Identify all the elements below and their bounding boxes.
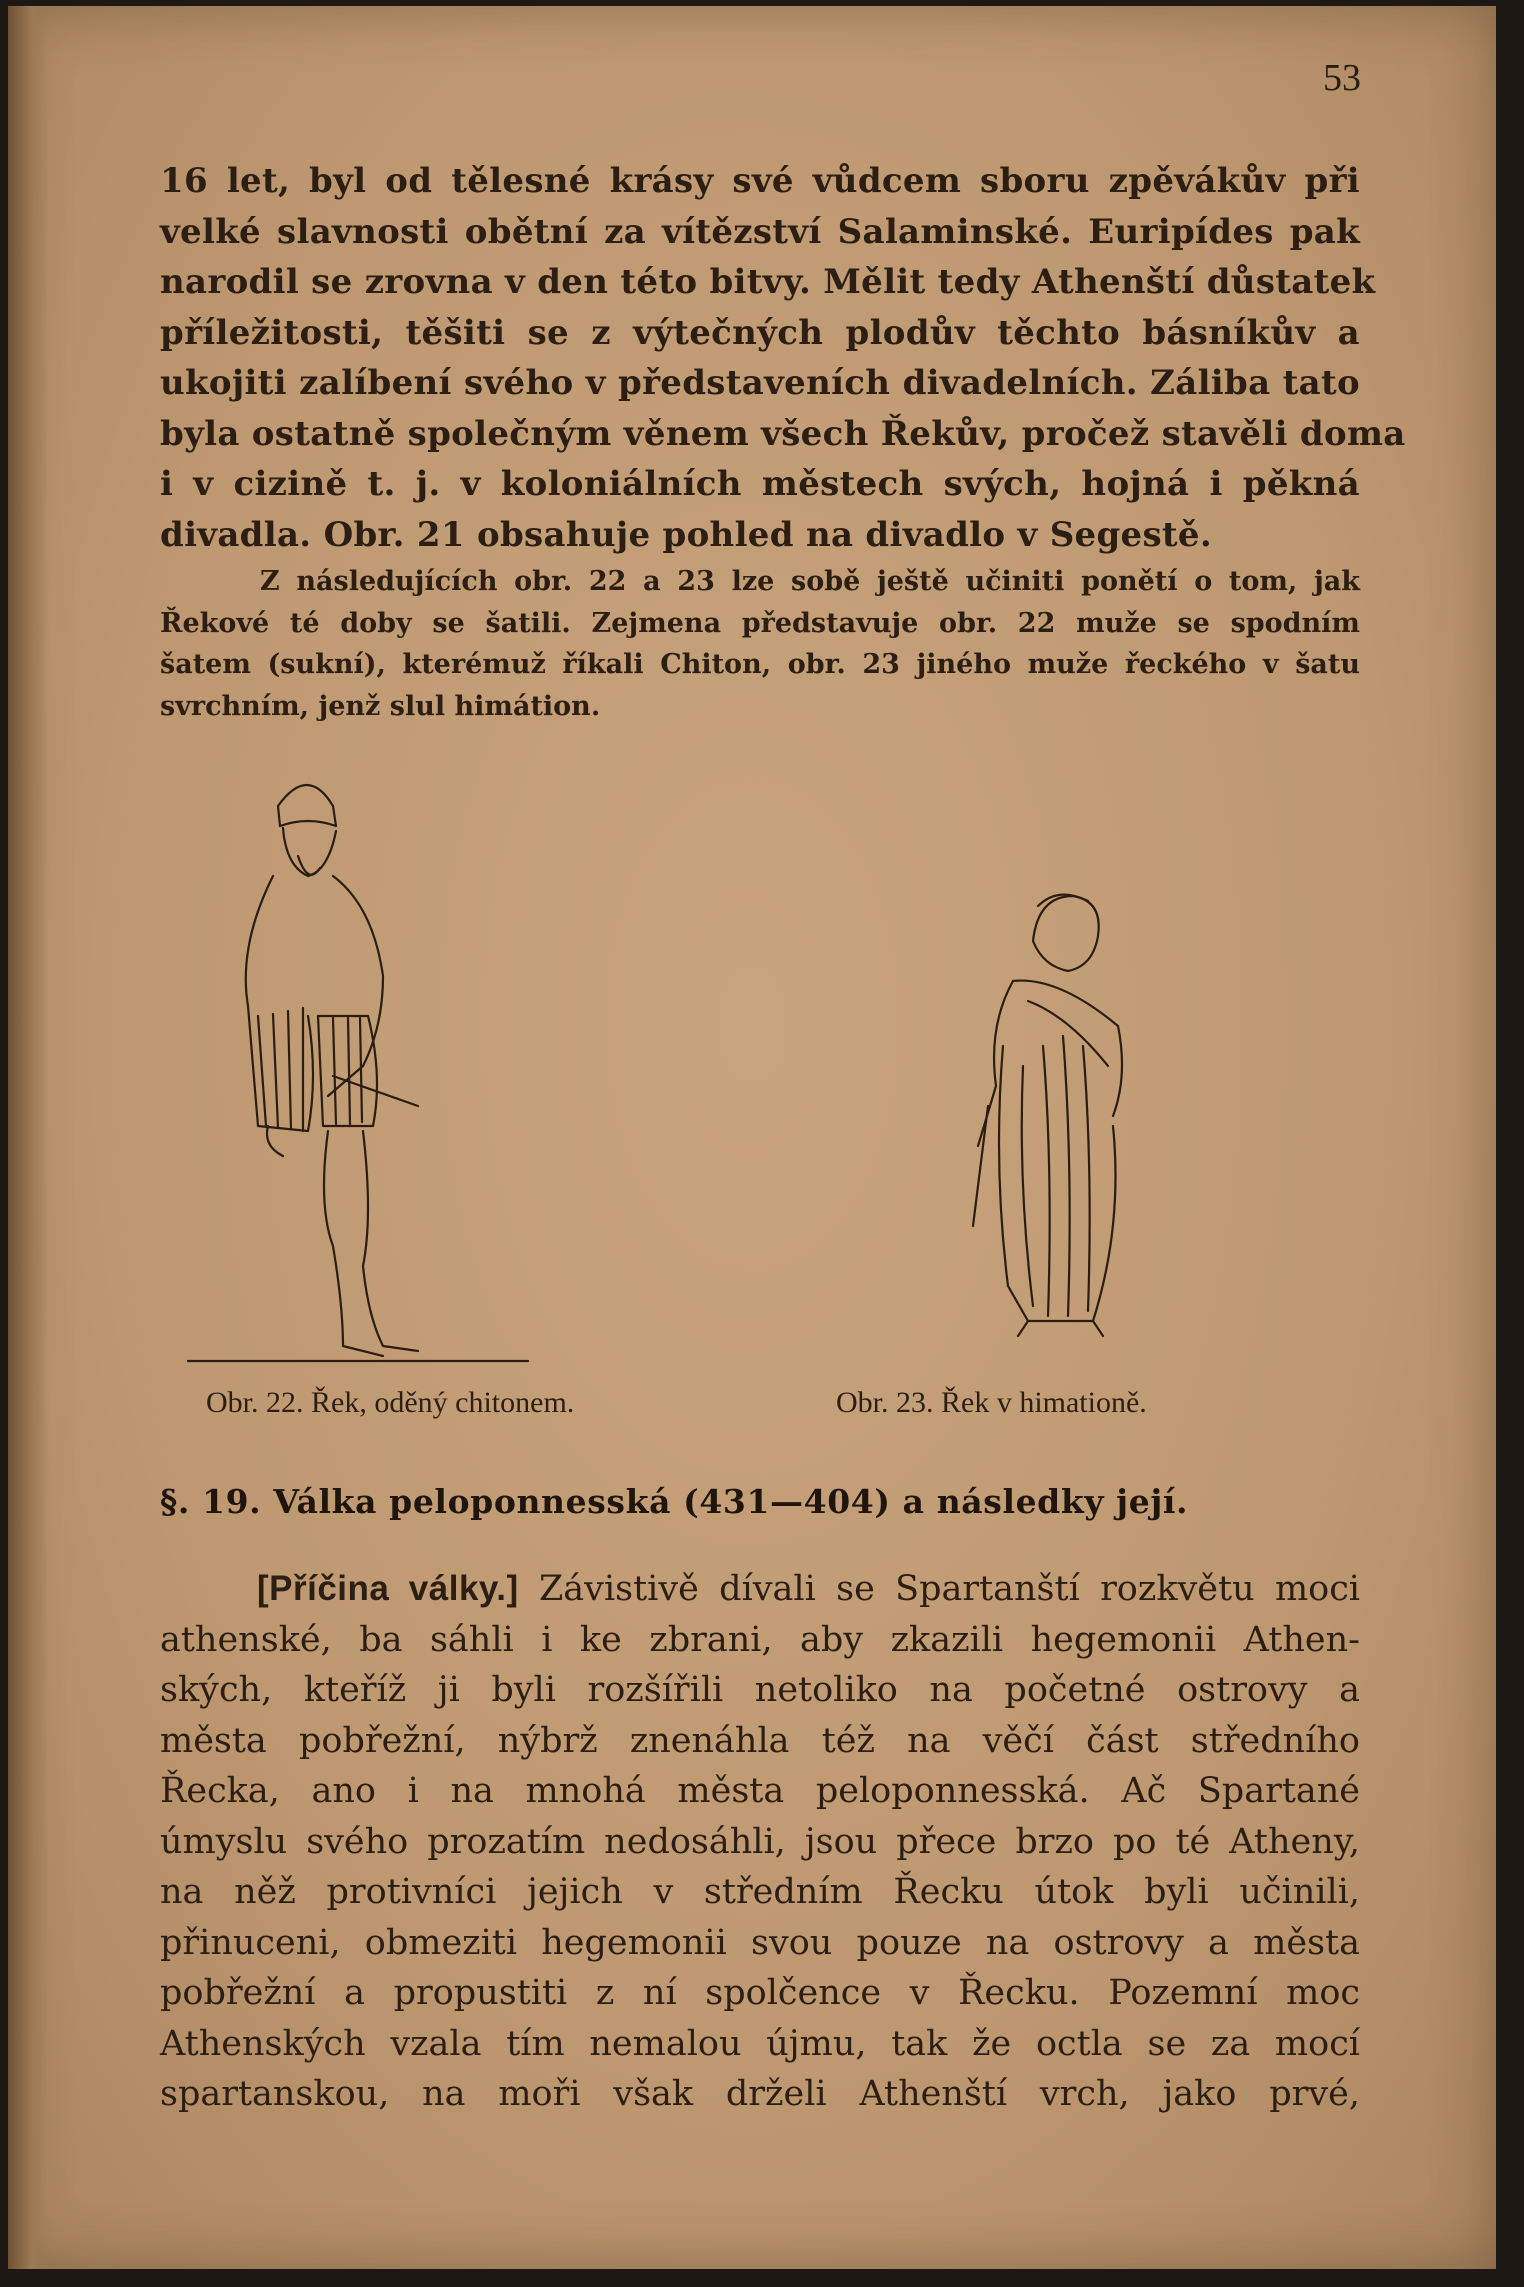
book-page: [8, 6, 1496, 2269]
section-heading: §. 19. Válka peloponnesská (431—404) a následky její.: [160, 1482, 1189, 1521]
text-line: [160, 1564, 1360, 1615]
text-line: narodil se zrovna v den této bitvy. Mělit tedy Athenští důstatek: [160, 262, 1376, 302]
text-line: divadla. Obr. 21 obsahuje pohled na divadlo v Segestě.: [160, 514, 1213, 555]
text-line: i v cizině t. j. v koloniálních městech svých, hojná i pěkná: [160, 464, 1360, 504]
text-line: přinuceni, obmeziti hegemonii svou pouze na ostrovy a města: [160, 1922, 1360, 1963]
text-line: ukojiti zalíbení svého v představeních divadelních. Záliba tato: [160, 363, 1360, 403]
paragraph-clothing: [160, 561, 1360, 727]
text-line: svrchním, jenž slul himátion.: [160, 690, 601, 722]
text-line: příležitosti, těšiti se z výtečných plodův těchto básníkův a: [160, 312, 1360, 353]
text-line: spartanskou, na moři však drželi Athenští vrch, jako prvé,: [160, 2074, 1360, 2114]
text-line: Řekové té doby se šatili. Zejmena představuje obr. 22 muže se spodním: [160, 607, 1360, 639]
page-gutter: [8, 6, 48, 2269]
figures-illustration: [158, 746, 1368, 1436]
text-line: šatem (sukní), kterémuž říkali Chiton, obr. 23 jiného muže řeckého v šatu: [160, 649, 1360, 680]
text-line: ských, kteříž ji byli rozšířili netoliko na početné ostrovy a: [160, 1670, 1360, 1710]
text-line: úmyslu svého prozatím nedosáhli, jsou přece brzo po té Atheny,: [160, 1821, 1360, 1862]
marginal-keyword: [Příčina války.]: [257, 1569, 519, 1608]
text-line: Athenských vzala tím nemalou újmu, tak že octla se za mocí: [160, 2023, 1360, 2064]
text-line: Řecka, ano i na mnohá města peloponnesská. Ač Spartané: [160, 1771, 1360, 1811]
paragraph-theatre: [160, 156, 1406, 560]
page-number: 53: [1323, 57, 1361, 99]
text-line: na něž protivníci jejich v středním Řecku útok byli učinili,: [160, 1872, 1360, 1912]
text-line-rest: Závistivě dívali se Spartanští rozkvětu moci: [518, 1569, 1360, 1609]
text-line: velké slavnosti obětní za vítězství Salaminské. Euripídes pak: [160, 211, 1360, 252]
caption-figure-23: Obr. 23. Řek v himationě.: [836, 1386, 1147, 1419]
text-line: pobřežní a propustiti z ní spolčence v Řecku. Pozemní moc: [160, 1973, 1360, 2013]
figure-chiton-man: [188, 785, 528, 1361]
text-line: athenské, ba sáhli i ke zbrani, aby zkazili hegemonii Athen-: [160, 1619, 1360, 1660]
text-line: města pobřežní, nýbrž znenáhla též na věčí část středního: [160, 1720, 1360, 1761]
text-line: byla ostatně společným věnem všech Řekův, pročež stavěli doma: [160, 413, 1406, 454]
figure-himation-man: [973, 895, 1122, 1336]
text-line: 16 let, byl od tělesné krásy své vůdcem sboru zpěvákův při: [160, 161, 1360, 201]
text-line: Z následujících obr. 22 a 23 lze sobě ještě učiniti ponětí o tom, jak: [260, 566, 1360, 597]
caption-figure-22: Obr. 22. Řek, oděný chitonem.: [206, 1386, 575, 1419]
paragraph-war-cause: [160, 1564, 1360, 2120]
